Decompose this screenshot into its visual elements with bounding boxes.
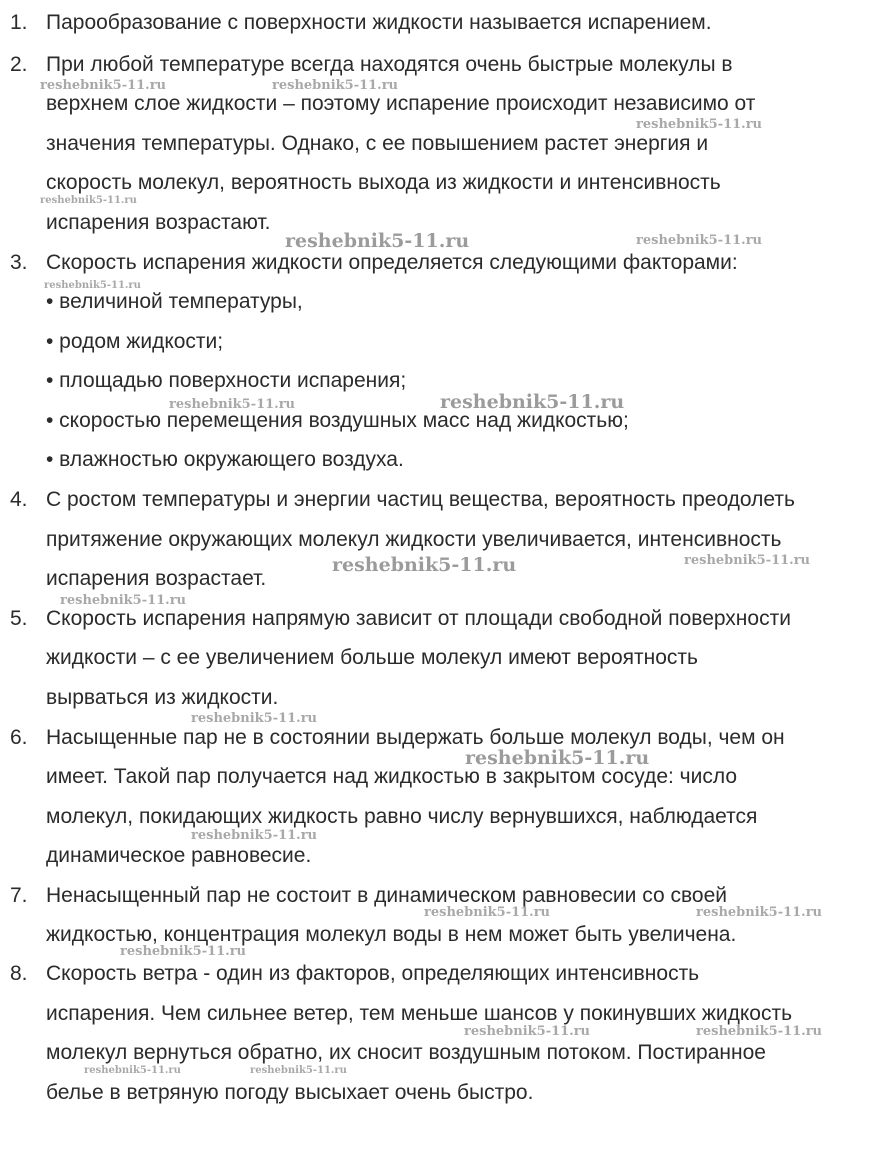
watermark: reshebnik5-11.ru xyxy=(464,1024,591,1039)
watermark: reshebnik5-11.ru xyxy=(169,397,296,412)
watermark: reshebnik5-11.ru xyxy=(272,78,399,93)
watermark: reshebnik5-11.ru xyxy=(696,905,823,920)
item-number: 6. xyxy=(10,726,28,749)
watermark: reshebnik5-11.ru xyxy=(120,944,247,959)
watermark: reshebnik5-11.ru xyxy=(60,593,187,608)
watermark: reshebnik5-11.ru xyxy=(332,554,517,576)
watermark: reshebnik5-11.ru xyxy=(44,280,141,291)
item-line: Скорость испарения напрямую зависит от площади свободной поверхности xyxy=(46,607,791,630)
item-number: 4. xyxy=(10,488,28,511)
bullet-line: • влажностью окружающего воздуха. xyxy=(46,448,404,471)
bullet-line: • площадью поверхности испарения; xyxy=(46,369,407,392)
watermark: reshebnik5-11.ru xyxy=(636,233,763,248)
watermark: reshebnik5-11.ru xyxy=(191,828,318,843)
item-line: жидкости – с ее увеличением больше молекул имеют вероятность xyxy=(46,646,698,669)
item-line: испарения возрастают. xyxy=(46,211,271,234)
item-line: Ненасыщенный пар не состоит в динамическом равновесии со своей xyxy=(46,884,727,907)
item-line: Парообразование с поверхности жидкости называется испарением. xyxy=(46,11,712,34)
item-line: Скорость ветра - один из факторов, определяющих интенсивность xyxy=(46,962,700,985)
item-line: молекул вернуться обратно, их сносит воздушным потоком. Постиранное xyxy=(46,1041,766,1064)
watermark: reshebnik5-11.ru xyxy=(636,117,763,132)
item-line: скорость молекул, вероятность выхода из жидкости и интенсивность xyxy=(46,171,721,194)
item-line: вырваться из жидкости. xyxy=(46,686,279,709)
bullet-line: • величиной температуры, xyxy=(46,290,303,313)
item-line: С ростом температуры и энергии частиц вещества, вероятность преодолеть xyxy=(46,488,795,511)
item-line: притяжение окружающих молекул жидкости увеличивается, интенсивность xyxy=(46,528,782,551)
item-number: 5. xyxy=(10,607,28,630)
item-line: испарения. Чем сильнее ветер, тем меньше шансов у покинувших жидкость xyxy=(46,1002,793,1025)
item-number: 3. xyxy=(10,251,28,274)
item-line: имеет. Такой пар получается над жидкостью в закрытом сосуде: число xyxy=(46,765,738,788)
item-line: Насыщенные пар не в состоянии выдержать больше молекул воды, чем он xyxy=(46,726,785,749)
watermark: reshebnik5-11.ru xyxy=(191,711,318,726)
watermark: reshebnik5-11.ru xyxy=(440,391,625,413)
bullet-line: • скоростью перемещения воздушных масс над жидкостью; xyxy=(46,409,629,432)
item-line: значения температуры. Однако, с ее повышением растет энергия и xyxy=(46,132,709,155)
watermark: reshebnik5-11.ru xyxy=(40,195,137,206)
item-line: молекул, покидающих жидкость равно числу вернувшихся, наблюдается xyxy=(46,805,758,828)
item-line: динамическое равновесие. xyxy=(46,844,312,867)
watermark: reshebnik5-11.ru xyxy=(250,1065,347,1076)
item-number: 7. xyxy=(10,884,28,907)
item-number: 1. xyxy=(10,11,28,34)
watermark: reshebnik5-11.ru xyxy=(465,747,650,769)
item-line: испарения возрастает. xyxy=(46,567,267,590)
watermark: reshebnik5-11.ru xyxy=(684,553,811,568)
item-line: жидкостью, концентрация молекул воды в нем может быть увеличена. xyxy=(46,923,737,946)
item-line: При любой температуре всегда находятся очень быстрые молекулы в xyxy=(46,53,733,76)
watermark: reshebnik5-11.ru xyxy=(84,1065,181,1076)
item-line: белье в ветряную погоду высыхает очень быстро. xyxy=(46,1081,534,1104)
watermark: reshebnik5-11.ru xyxy=(285,230,470,252)
item-number: 2. xyxy=(10,53,28,76)
watermark: reshebnik5-11.ru xyxy=(696,1024,823,1039)
item-line: Скорость испарения жидкости определяется следующими факторами: xyxy=(46,251,738,274)
item-line: верхнем слое жидкости – поэтому испарение происходит независимо от xyxy=(46,92,756,115)
watermark: reshebnik5-11.ru xyxy=(40,78,167,93)
item-number: 8. xyxy=(10,962,28,985)
bullet-line: • родом жидкости; xyxy=(46,330,224,353)
watermark: reshebnik5-11.ru xyxy=(424,905,551,920)
